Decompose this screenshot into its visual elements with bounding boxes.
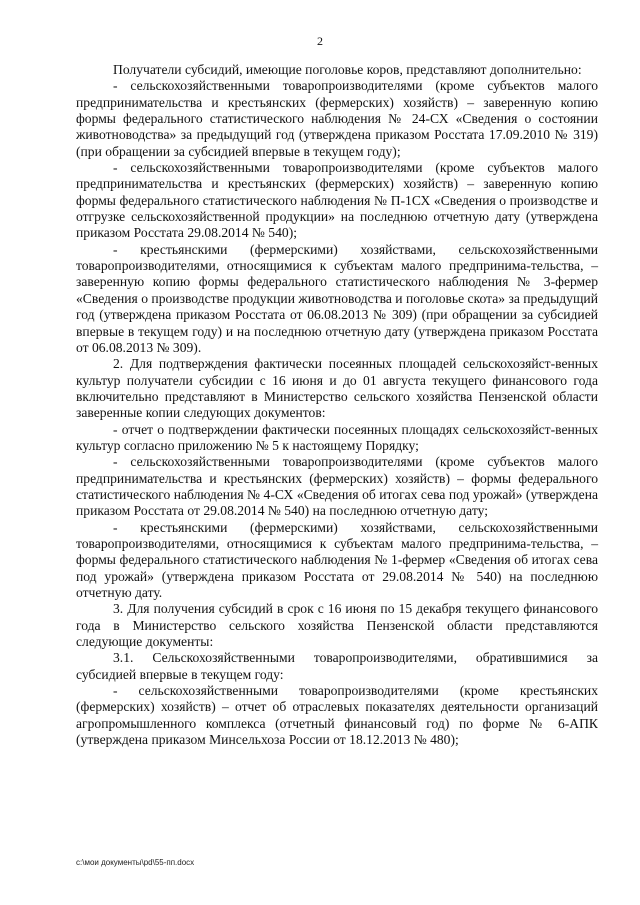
paragraph-item-3fermer: - крестьянскими (фермерскими) хозяйствами, сельскохозяйственными товаропроизводителями, относящимися к субъектам малого предпринима-тельства, – заверенную копию формы федерального статистического наблюдения № 3-фермер «Сведения о производстве продукции животноводства и поголовье скота» за предыдущий год (утверждена приказом Росстата от 06.08.2013 № 309) (при обращении за субсидией впервые в текущем году) и на последнюю отчетную дату (утверждена приказом Росстата от 06.08.2013 № 309). bbox=[76, 241, 598, 355]
document-body bbox=[76, 62, 598, 748]
paragraph-item-1fermer: - крестьянскими (фермерскими) хозяйствами, сельскохозяйственными товаропроизводителями, относящимися к субъектам малого предпринима-тельства, – формы федерального статистического наблюдения № 1-фермер «Сведения об итогах сева под урожай» (утверждена приказом Росстата от 29.08.2014 № 540) на последнюю отчетную дату. bbox=[76, 519, 598, 600]
paragraph-item-24sx: - сельскохозяйственными товаропроизводителями (кроме субъектов малого предпринимательства и крестьянских (фермерских) хозяйств) – заверенную копию формы федерального статистического наблюдения № 24-СХ «Сведения о состоянии животноводства» за предыдущий год (утверждена приказом Росстата 17.09.2010 № 319) (при обращении за субсидией впервые в текущем году); bbox=[76, 78, 598, 159]
paragraph-item-report: - отчет о подтверждении фактически посеянных площадях сельскохозяйст-венных культур согласно приложению № 5 к настоящему Порядку; bbox=[76, 421, 598, 453]
paragraph-item-6apk: - сельскохозяйственными товаропроизводителями (кроме крестьянских (фермерских) хозяйств) – отчет об отраслевых показателях деятельности организаций агропромышленного комплекса (отчетный финансовый год) по форме № 6-АПК (утверждена приказом Минсельхоза России от 18.12.2013 № 480); bbox=[76, 683, 598, 748]
page-number: 2 bbox=[317, 34, 323, 48]
paragraph-item-p1sx: - сельскохозяйственными товаропроизводителями (кроме субъектов малого предпринимательства и крестьянских (фермерских) хозяйств) – заверенную копию формы федерального статистического наблюдения № П-1СХ «Сведения о производстве и отгрузке сельскохозяйственной продукции» на последнюю отчетную дату (утверждена приказом Росстата 29.08.2014 № 540); bbox=[76, 160, 598, 241]
paragraph-item-4sx: - сельскохозяйственными товаропроизводителями (кроме субъектов малого предпринимательства и крестьянских (фермерских) хозяйств) – формы федерального статистического наблюдения № 4-СХ «Сведения об итогах сева под урожай» (утверждена приказом Росстата от 29.08.2014 № 540) на последнюю отчетную дату; bbox=[76, 454, 598, 519]
paragraph-section-2: 2. Для подтверждения фактически посеянных площадей сельскохозяйст-венных культур получатели субсидии с 16 июня и до 01 августа текущего финансового года включительно представляют в Министерство сельского хозяйства Пензенской области заверенные копии следующих документов: bbox=[76, 356, 598, 421]
footer-file-path: c:\мои документы\pd\55-пп.docx bbox=[76, 858, 195, 867]
paragraph-section-3-1: 3.1. Сельскохозяйственными товаропроизводителями, обратившимися за субсидией впервые в текущем году: bbox=[76, 650, 598, 682]
paragraph-intro: Получатели субсидий, имеющие поголовье коров, представляют дополнительно: bbox=[113, 62, 582, 77]
paragraph-section-3: 3. Для получения субсидий в срок с 16 июня по 15 декабря текущего финансового года в Министерство сельского хозяйства Пензенской области представляются следующие документы: bbox=[76, 601, 598, 650]
